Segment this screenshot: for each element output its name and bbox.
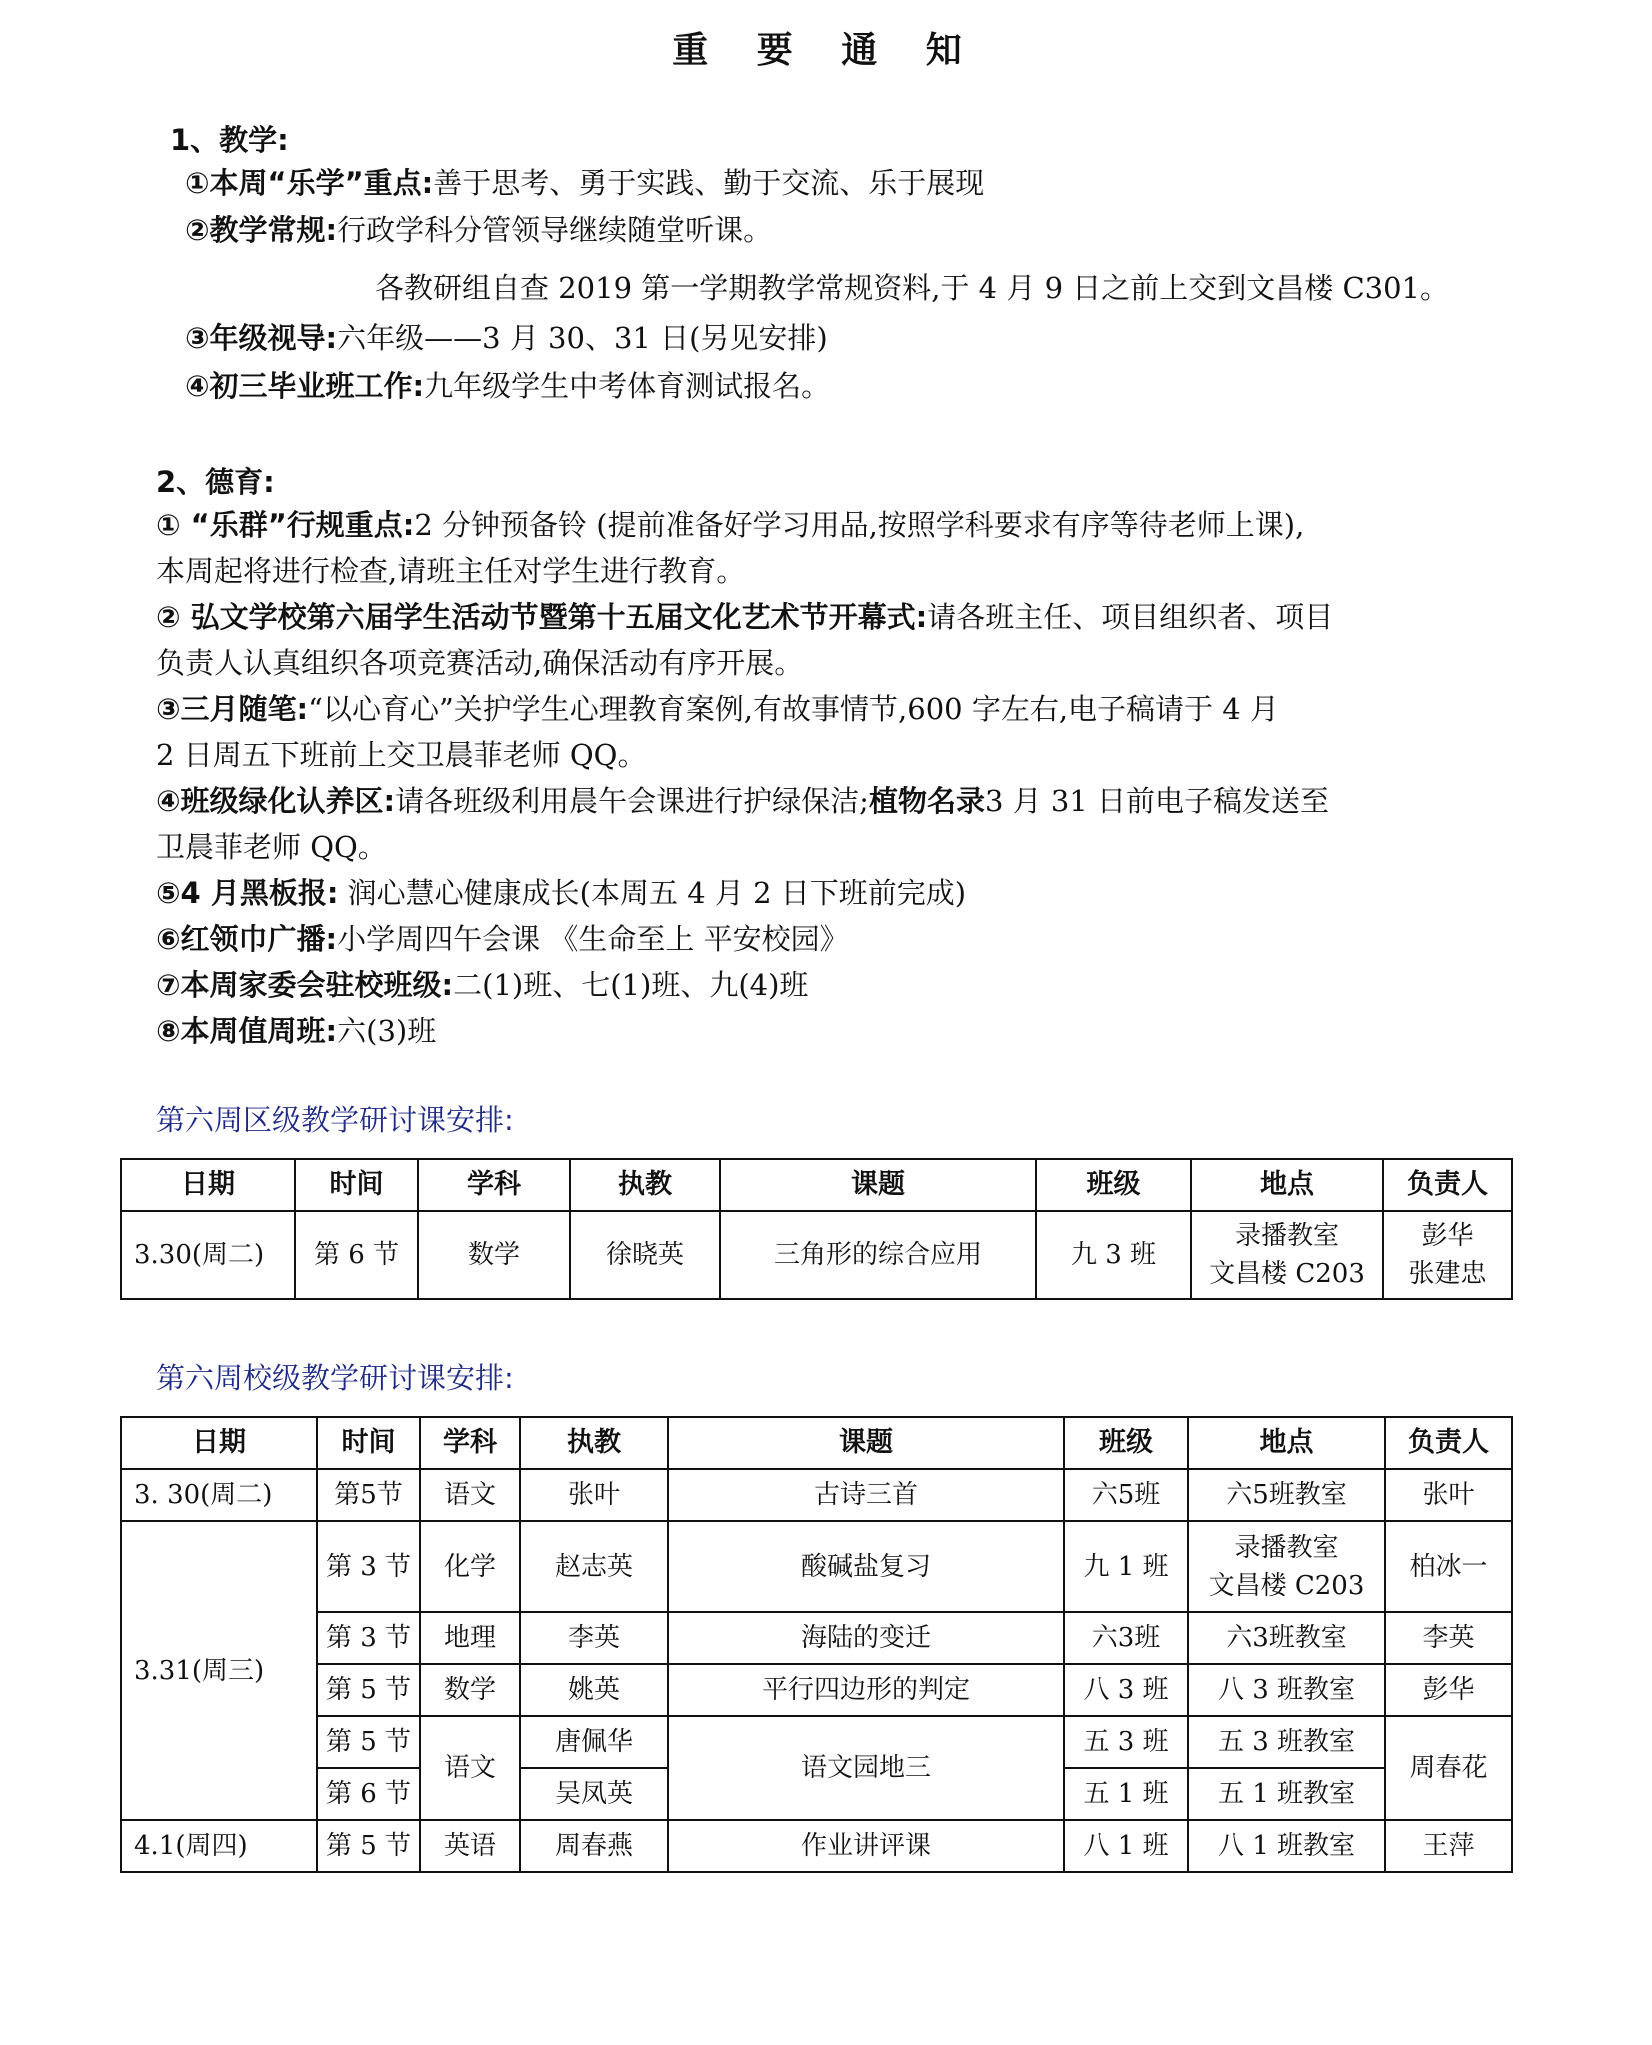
- header-subject: 学科: [418, 1159, 570, 1211]
- cell-time: 第 5 节: [317, 1716, 420, 1768]
- section2-line-8: [156, 827, 387, 867]
- item-text: 善于思考、勇于实践、勤于交流、乐于展现: [433, 166, 985, 200]
- line-label: ⑧本周值周班:: [156, 1014, 338, 1048]
- item-text: 九年级学生中考体育测试报名。: [424, 369, 831, 403]
- cell-subject: 语文: [420, 1716, 520, 1820]
- cell-time: 第 5 节: [317, 1664, 420, 1716]
- cell-date: 3. 30(周二): [121, 1469, 317, 1521]
- section1-item-1: [185, 163, 984, 203]
- cell-place: 八 1 班教室: [1188, 1820, 1385, 1872]
- item-label: ③年级视导:: [185, 321, 338, 355]
- section2-line-2: [156, 551, 745, 591]
- line-label-2: 植物名录: [868, 784, 985, 818]
- school-schedule-title: 第六周校级教学研讨课安排:: [156, 1361, 514, 1395]
- line-text: 二(1)班、七(1)班、九(4)班: [453, 968, 809, 1002]
- section2-line-11: [156, 965, 808, 1005]
- district-schedule-title: 第六周区级教学研讨课安排:: [156, 1103, 514, 1137]
- section2-line-3: [156, 597, 1333, 637]
- cell-subject: 英语: [420, 1820, 520, 1872]
- table-row: [121, 1612, 1512, 1664]
- header-owner: 负责人: [1385, 1417, 1512, 1469]
- cell-owner: [1383, 1211, 1512, 1299]
- section2-line-1: [156, 505, 1304, 545]
- header-time: 时间: [295, 1159, 418, 1211]
- line-label: ④班级绿化认养区:: [156, 784, 396, 818]
- table-row: [121, 1716, 1512, 1768]
- cell-teacher: 李英: [520, 1612, 668, 1664]
- header-place: 地点: [1191, 1159, 1383, 1211]
- line-text: 负责人认真组织各项竞赛活动,确保活动有序开展。: [156, 646, 804, 680]
- table-row: [121, 1211, 1512, 1299]
- section1-item-2-cont: [375, 268, 1449, 308]
- cell-topic: 酸碱盐复习: [668, 1521, 1064, 1612]
- header-teacher: 执教: [520, 1417, 668, 1469]
- cell-time: 第 6 节: [295, 1211, 418, 1299]
- cell-teacher: 赵志英: [520, 1521, 668, 1612]
- cell-place: 六3班教室: [1188, 1612, 1385, 1664]
- line-text: 2 日周五下班前上交卫晨菲老师 QQ。: [156, 738, 647, 772]
- cell-subject: 数学: [418, 1211, 570, 1299]
- header-place: 地点: [1188, 1417, 1385, 1469]
- school-schedule-table: [120, 1416, 1513, 1873]
- section2-line-12: [156, 1011, 436, 1051]
- table-row: [121, 1820, 1512, 1872]
- cell-class: 六3班: [1064, 1612, 1188, 1664]
- cell-topic: 海陆的变迁: [668, 1612, 1064, 1664]
- cell-owner: 柏冰一: [1385, 1521, 1512, 1612]
- cell-teacher: 姚英: [520, 1664, 668, 1716]
- line-text: 2 分钟预备铃 (提前准备好学习用品,按照学科要求有序等待老师上课),: [414, 508, 1305, 542]
- header-owner: 负责人: [1383, 1159, 1512, 1211]
- line-text: 润心慧心健康成长(本周五 4 月 2 日下班前完成): [338, 876, 967, 910]
- section1-item-3: [185, 318, 828, 358]
- cell-place: 五 3 班教室: [1188, 1716, 1385, 1768]
- section2-line-5: [156, 689, 1279, 729]
- table-row: [121, 1469, 1512, 1521]
- place-line-1: 录播教室: [1234, 1532, 1339, 1563]
- section2-line-7: [156, 781, 1329, 821]
- cell-teacher: 周春燕: [520, 1820, 668, 1872]
- cell-time: 第 5 节: [317, 1820, 420, 1872]
- table-row: [121, 1521, 1512, 1612]
- cell-topic: 三角形的综合应用: [720, 1211, 1036, 1299]
- table-header-row: [121, 1159, 1512, 1211]
- line-text: 卫晨菲老师 QQ。: [156, 830, 387, 864]
- cell-date: 3.31(周三): [121, 1521, 317, 1820]
- page-title: 重 要 通 知: [672, 30, 980, 71]
- table-row: [121, 1664, 1512, 1716]
- cell-owner: 王萍: [1385, 1820, 1512, 1872]
- line-text: 六(3)班: [337, 1014, 437, 1048]
- section1-item-4: [185, 366, 830, 406]
- cell-class: 八 1 班: [1064, 1820, 1188, 1872]
- cell-owner: 彭华: [1385, 1664, 1512, 1716]
- line-label: ⑥红领巾广播:: [156, 922, 338, 956]
- cell-time: 第 6 节: [317, 1768, 420, 1820]
- cell-teacher: 张叶: [520, 1469, 668, 1521]
- cell-place: 五 1 班教室: [1188, 1768, 1385, 1820]
- cell-subject: 数学: [420, 1664, 520, 1716]
- line-label: ② 弘文学校第六届学生活动节暨第十五届文化艺术节开幕式:: [156, 600, 928, 634]
- cell-time: 第 3 节: [317, 1521, 420, 1612]
- item-text: 六年级——3 月 30、31 日(另见安排): [337, 321, 828, 355]
- cell-topic: 古诗三首: [668, 1469, 1064, 1521]
- item-label: ④初三毕业班工作:: [185, 369, 425, 403]
- cell-date: 4.1(周四): [121, 1820, 317, 1872]
- cell-place: [1188, 1521, 1385, 1612]
- cell-class: 五 1 班: [1064, 1768, 1188, 1820]
- section2-line-6: [156, 735, 646, 775]
- header-teacher: 执教: [570, 1159, 720, 1211]
- cell-topic: 作业讲评课: [668, 1820, 1064, 1872]
- header-class: 班级: [1036, 1159, 1191, 1211]
- line-text: 小学周四午会课 《生命至上 平安校园》: [337, 922, 849, 956]
- cell-topic: 语文园地三: [668, 1716, 1064, 1820]
- cell-owner: 李英: [1385, 1612, 1512, 1664]
- line-text-2: 3 月 31 日前电子稿发送至: [984, 784, 1329, 818]
- line-text: 请各班级利用晨午会课进行护绿保洁;: [395, 784, 869, 818]
- item-label: ②教学常规:: [185, 213, 338, 247]
- line-text: “以心育心”关护学生心理教育案例,有故事情节,600 字左右,电子稿请于 4 月: [308, 692, 1279, 726]
- section1-heading: 1、教学:: [170, 123, 289, 157]
- cell-date: 3.30(周二): [121, 1211, 295, 1299]
- header-date: 日期: [121, 1417, 317, 1469]
- line-label: ⑦本周家委会驻校班级:: [156, 968, 454, 1002]
- item-label: ①本周“乐学”重点:: [185, 166, 434, 200]
- section1-item-2: [185, 210, 772, 250]
- header-subject: 学科: [420, 1417, 520, 1469]
- line-label: ① “乐群”行规重点:: [156, 508, 415, 542]
- cell-class: 九 3 班: [1036, 1211, 1191, 1299]
- header-class: 班级: [1064, 1417, 1188, 1469]
- cell-place: 六5班教室: [1188, 1469, 1385, 1521]
- header-topic: 课题: [720, 1159, 1036, 1211]
- owner-line-2: 张建忠: [1408, 1259, 1487, 1289]
- cell-place: [1191, 1211, 1383, 1299]
- table-header-row: [121, 1417, 1512, 1469]
- header-time: 时间: [317, 1417, 420, 1469]
- cell-class: 六5班: [1064, 1469, 1188, 1521]
- section2-heading: 2、德育:: [156, 465, 275, 499]
- owner-line-1: 彭华: [1421, 1221, 1474, 1251]
- cell-class: 九 1 班: [1064, 1521, 1188, 1612]
- place-line-2: 文昌楼 C203: [1208, 1570, 1365, 1601]
- cell-teacher: 唐佩华: [520, 1716, 668, 1768]
- cell-owner: 张叶: [1385, 1469, 1512, 1521]
- cell-teacher: 徐晓英: [570, 1211, 720, 1299]
- cell-teacher: 吴凤英: [520, 1768, 668, 1820]
- cell-place: 八 3 班教室: [1188, 1664, 1385, 1716]
- header-topic: 课题: [668, 1417, 1064, 1469]
- cell-subject: 化学: [420, 1521, 520, 1612]
- line-text: 本周起将进行检查,请班主任对学生进行教育。: [156, 554, 746, 588]
- cell-subject: 地理: [420, 1612, 520, 1664]
- cell-owner: 周春花: [1385, 1716, 1512, 1820]
- cell-time: 第 3 节: [317, 1612, 420, 1664]
- cell-time: 第5节: [317, 1469, 420, 1521]
- item-text: 行政学科分管领导继续随堂听课。: [337, 213, 773, 247]
- item-text: 各教研组自查 2019 第一学期教学常规资料,于 4 月 9 日之前上交到文昌楼 C301。: [375, 271, 1449, 305]
- district-schedule-table: [120, 1158, 1513, 1300]
- cell-class: 八 3 班: [1064, 1664, 1188, 1716]
- section2-line-9: [156, 873, 966, 913]
- cell-class: 五 3 班: [1064, 1716, 1188, 1768]
- line-text: 请各班主任、项目组织者、项目: [927, 600, 1334, 634]
- header-date: 日期: [121, 1159, 295, 1211]
- place-line-2: 文昌楼 C203: [1209, 1259, 1365, 1289]
- line-label: ③三月随笔:: [156, 692, 309, 726]
- place-line-1: 录播教室: [1234, 1221, 1339, 1251]
- section2-line-10: [156, 919, 849, 959]
- line-label: ⑤4 月黑板报:: [156, 876, 339, 910]
- cell-topic: 平行四边形的判定: [668, 1664, 1064, 1716]
- cell-subject: 语文: [420, 1469, 520, 1521]
- section2-line-4: [156, 643, 803, 683]
